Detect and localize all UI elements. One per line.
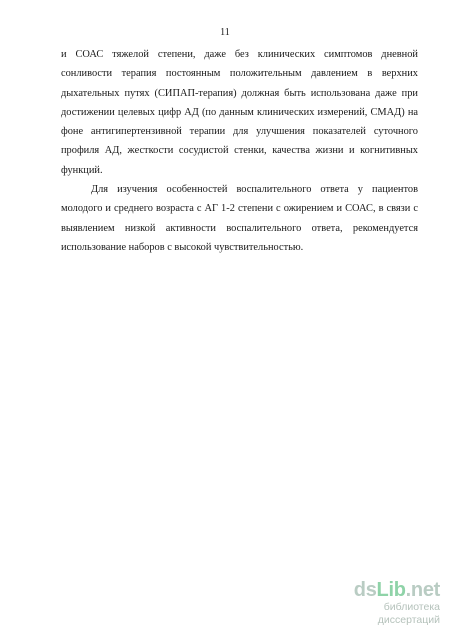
paragraph-recommendation: Для изучения особенностей воспалительного ответа у пациентов молодого и среднего возраста с АГ 1-2 степени с ожирением и СОАС, в связи с выявлением низкой активности воспалительного ответа, рекомендуется использование наборов с высокой чувствительностью.: [61, 184, 418, 253]
logo-lib: Lib: [376, 579, 406, 601]
dslib-logo: [330, 579, 440, 601]
page-body: [61, 45, 418, 257]
dslib-watermark: [330, 579, 440, 627]
logo-ds: ds: [353, 579, 377, 601]
page-number: 11: [220, 27, 230, 38]
logo-net: .net: [405, 579, 440, 601]
paragraph-continuation: и СОАС тяжелой степени, даже без клинических симптомов дневной сонливости терапия постоянным положительным давлением в верхних дыхательных путях (СИПАП-терапия) должная быть использована даже при достижении целевых цифр АД (по данным клинических измерений, СМАД) на фоне антигипертензивной терапии для улучшения показателей суточного профиля АД, жесткости сосудистой стенки, качества жизни и когнитивных функций.: [61, 49, 418, 176]
watermark-caption: библиотека диссертаций: [377, 601, 440, 626]
